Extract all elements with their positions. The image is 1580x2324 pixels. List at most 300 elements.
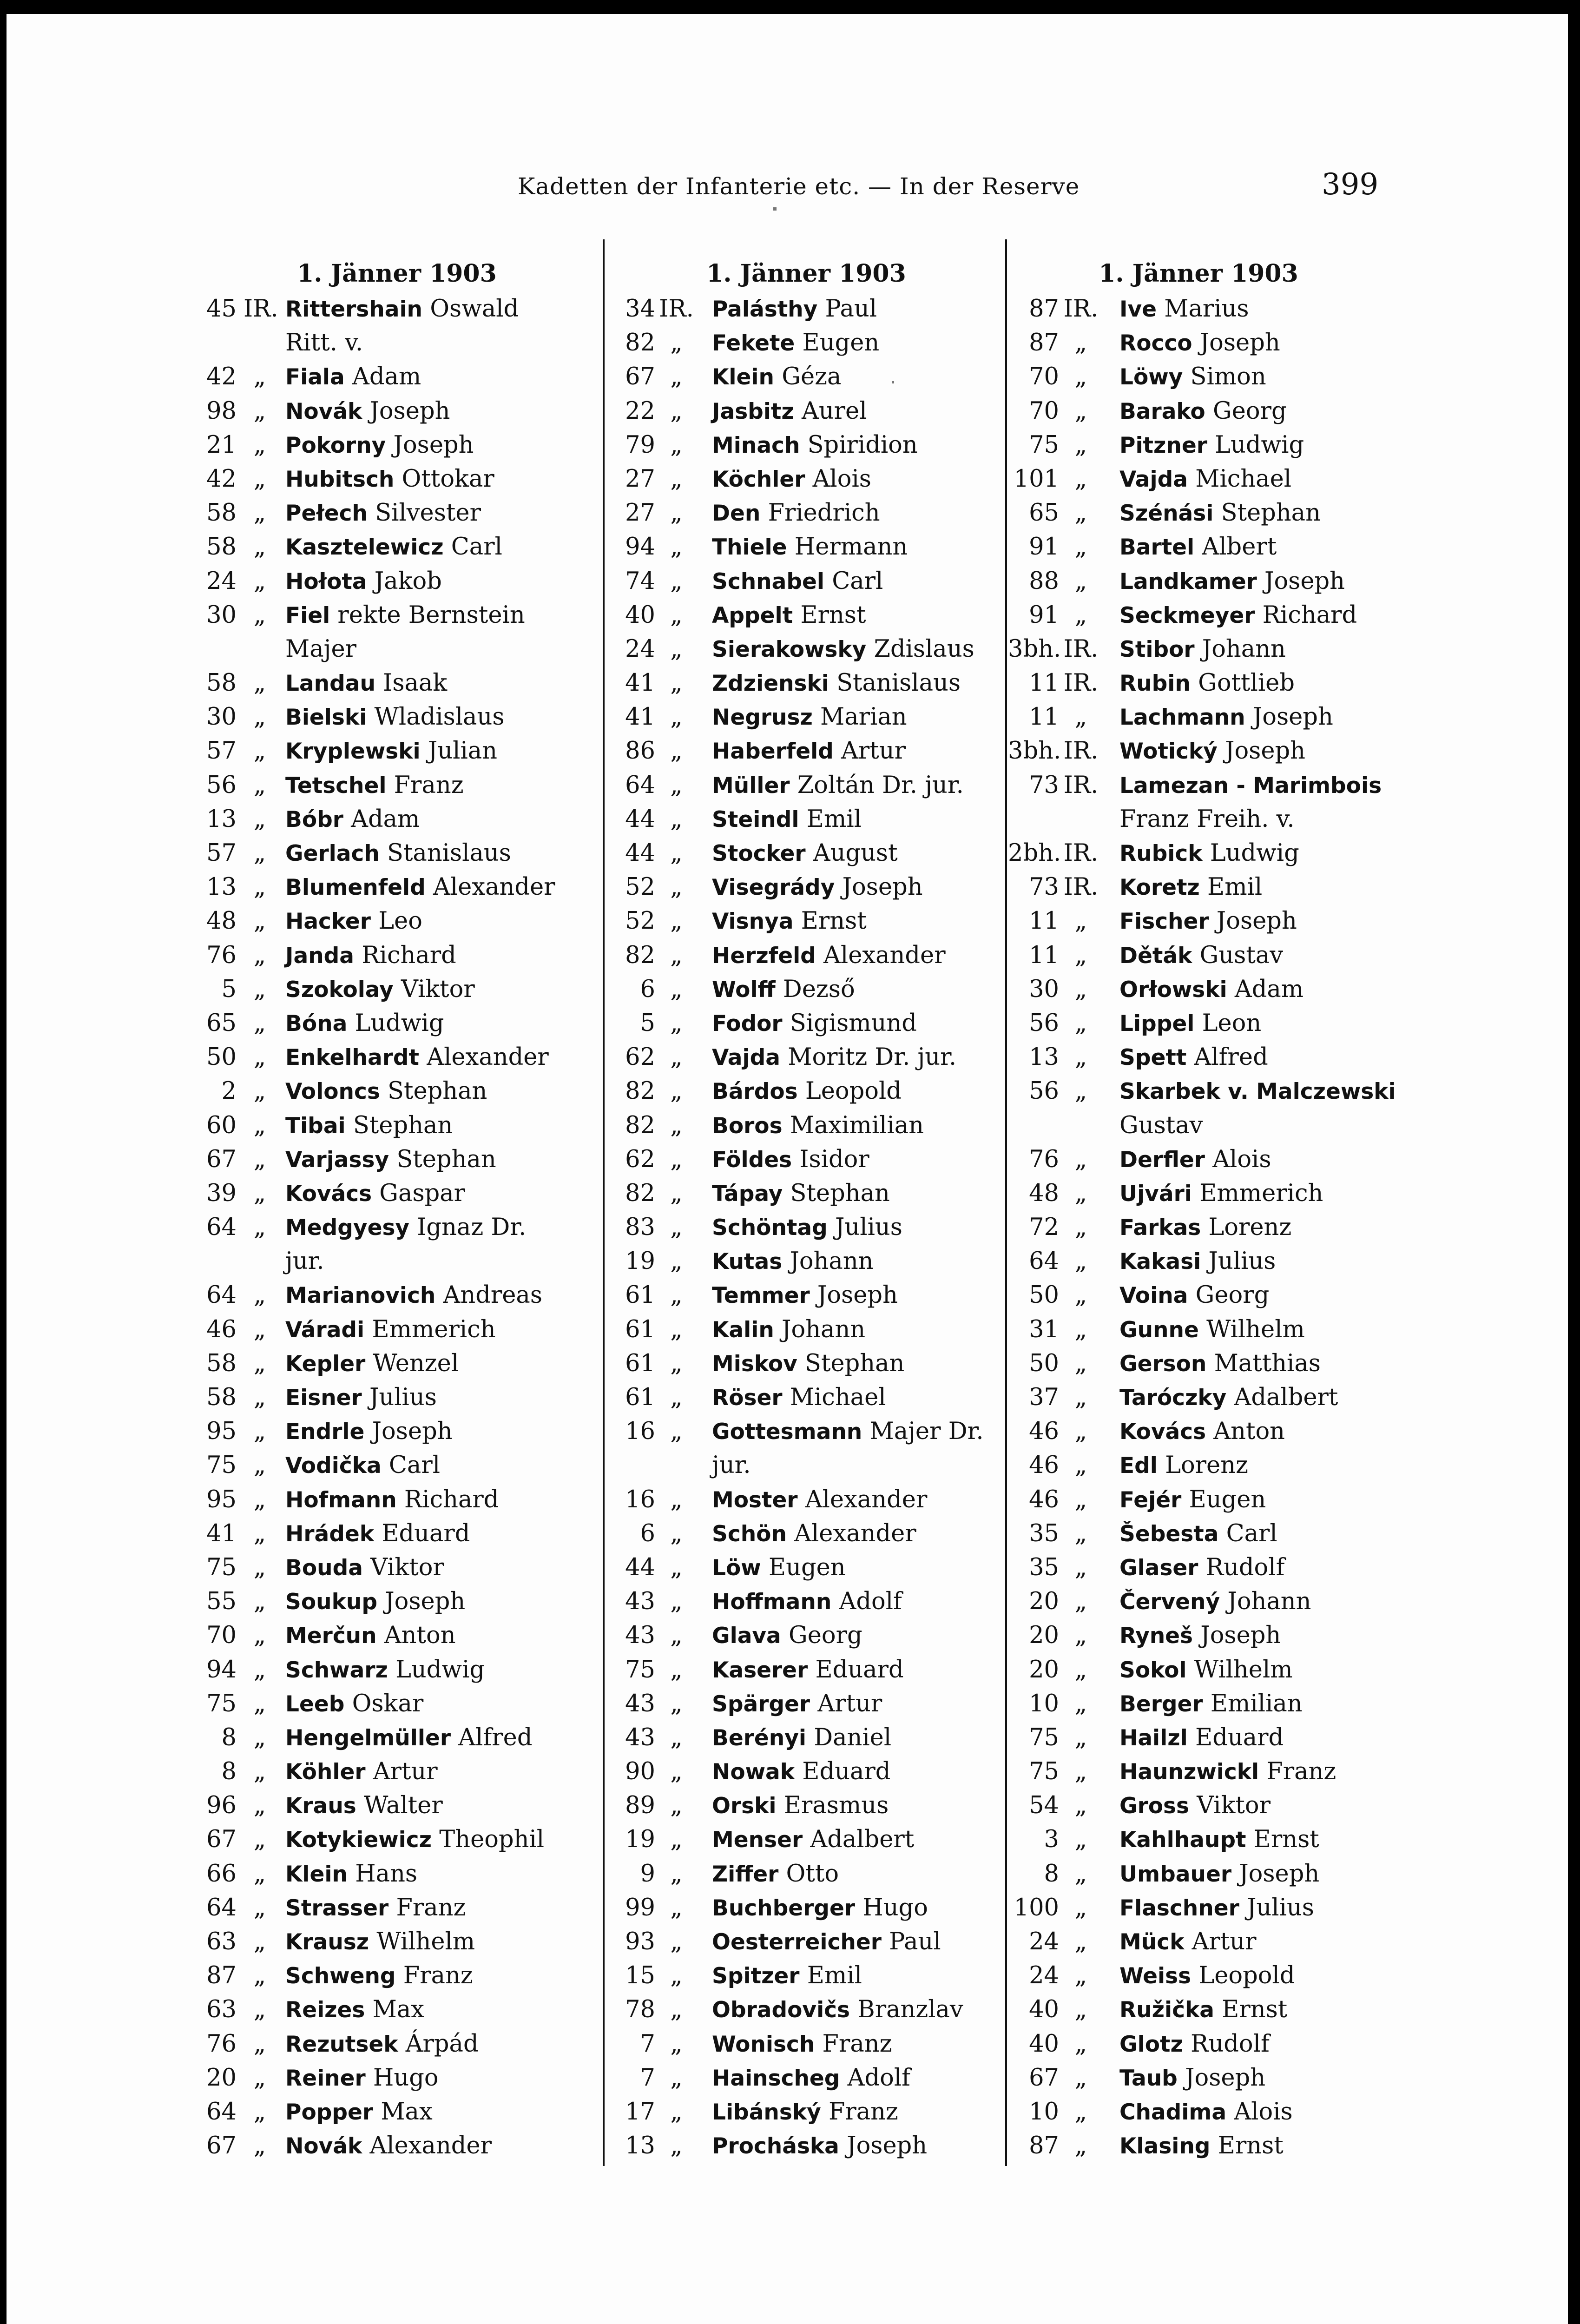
given-name: Joseph [847,2132,928,2160]
surname: Tibai [285,1113,346,1139]
regiment-type: „ [253,1145,266,1173]
regiment-type: „ [670,1519,683,1547]
list-item [609,870,1004,904]
surname: Oesterreicher [712,1929,882,1955]
person-name [285,1517,470,1551]
regiment-number: 63 [206,1996,237,2024]
person-name [712,1278,898,1313]
regiment-type: „ [253,669,266,697]
list-item [1008,530,1389,564]
given-name: Maximilian [790,1111,924,1139]
regiment-number: 35 [1029,1553,1059,1581]
surname: Kakasi [1119,1249,1201,1275]
regiment-number: 40 [625,601,655,629]
given-name: Alexander [794,1519,916,1547]
surname: Den [712,501,761,527]
list-item [609,2027,1004,2061]
person-name [285,1483,499,1517]
given-name: Stephan [388,1077,487,1105]
list-item [1008,1755,1389,1789]
surname: Hubitsch [285,466,395,492]
surname: Barako [1119,398,1205,424]
person-name [712,1993,963,2027]
running-header: Kadetten der Infanterie etc. — In der Reserve [518,173,1080,200]
given-name: Andreas [443,1281,542,1309]
regiment-number: 76 [1029,1145,1059,1173]
regiment-type: „ [253,873,266,901]
given-name: Sigismund [790,1009,917,1037]
person-name [712,428,918,462]
regiment-number: 5 [640,1009,655,1037]
column-2 [609,256,1004,2163]
list-item [1008,700,1389,734]
regiment-number: 67 [206,1826,237,1854]
regiment-number: 21 [206,431,237,459]
regiment-type: „ [253,1656,266,1684]
surname: Hołota [285,568,367,594]
given-name: Friedrich [768,499,880,527]
given-name: Alois [1234,2098,1293,2126]
list-item [609,1993,1004,2027]
regiment-type: „ [1074,1519,1087,1547]
person-name [1119,836,1299,871]
person-name [1119,768,1382,803]
surname: Rezutsek [285,2031,398,2057]
list-item [1008,1278,1389,1312]
surname: Kalin [712,1317,774,1343]
regiment-number: 46 [206,1315,237,1343]
given-name: Viktor [370,1553,444,1581]
surname: Lamezan - Marimbois [1119,772,1382,799]
regiment-type: „ [670,1179,683,1207]
person-name [712,904,867,938]
surname: Spett [1119,1045,1187,1071]
list-item [609,2061,1004,2095]
list-item [609,496,1004,530]
regiment-type: „ [253,907,266,935]
regiment-type: „ [253,1384,266,1411]
surname: Procháska [712,2133,839,2159]
list-item [609,700,1004,734]
person-name [712,1483,927,1517]
surname: Vajda [1119,466,1188,492]
regiment-number: 57 [206,737,237,765]
person-name [285,700,505,734]
list-item [197,1618,597,1652]
regiment-number: 34 [625,295,655,323]
regiment-number: 11 [1029,703,1059,731]
given-name: Richard [404,1486,499,1513]
regiment-type: „ [670,839,683,867]
given-name: Franz [822,2030,892,2058]
person-name [1119,904,1297,938]
given-name: Alexander [823,941,946,969]
person-name [1119,1687,1303,1721]
list-item [197,462,597,496]
surname: Rittershain [285,297,423,322]
given-name: Georg [1195,1281,1270,1309]
given-name: Franz [403,1962,473,1990]
regiment-type: „ [253,1418,266,1446]
surname: Glaser [1119,1555,1198,1581]
list-item [609,1074,1004,1108]
person-name [1119,428,1304,462]
list-item [1008,1653,1389,1687]
list-item [609,836,1004,870]
surname: Novák [285,398,362,424]
list-item [197,428,597,462]
regiment-number: 2bh. [1008,839,1061,867]
given-name: Jakob [374,567,442,595]
list-item [1008,802,1389,836]
person-name [712,1618,862,1653]
regiment-type: „ [670,1009,683,1037]
given-name: Matthias [1214,1349,1321,1377]
list-item [197,394,597,428]
given-name: Franz Freih. v. [1119,805,1295,833]
surname: Gross [1119,1793,1189,1819]
list-item [197,1074,597,1108]
given-name: Alexander [369,2132,492,2160]
surname: Skarbek v. Malczewski [1119,1079,1396,1105]
regiment-number: 56 [1029,1077,1059,1105]
regiment-type: „ [253,2030,266,2058]
surname: Seckmeyer [1119,602,1255,628]
list-item [1008,1585,1389,1618]
scanned-page [7,14,1568,2324]
given-name: Wilhelm [376,1928,475,1955]
given-name: Carl [388,1452,441,1479]
given-name: Zoltán Dr. jur. [797,771,964,799]
person-name [1119,564,1345,599]
regiment-type: „ [670,669,683,697]
person-name [285,1414,453,1449]
regiment-type: „ [253,533,266,561]
regiment-number: 6 [640,975,655,1003]
given-name: Lorenz [1165,1452,1248,1479]
regiment-number: 72 [1029,1214,1059,1241]
given-name: Leon [1202,1009,1262,1037]
regiment-number: 100 [1014,1894,1059,1921]
surname: Umbauer [1119,1861,1232,1887]
regiment-type: „ [253,1179,266,1207]
person-name [285,1040,549,1075]
person-name [285,1313,496,1347]
list-item [609,632,1004,666]
regiment-type: IR. [1063,839,1099,867]
surname: Kutas [712,1249,783,1275]
list-item [1008,1210,1389,1244]
person-name [712,1755,890,1789]
regiment-type: „ [253,397,266,425]
list-item [609,530,1004,564]
person-name [1119,1822,1319,1857]
surname: Váradi [285,1317,365,1343]
list-item [197,1040,597,1074]
surname: Orłowski [1119,977,1227,1003]
regiment-number: 50 [206,1043,237,1071]
regiment-number: 60 [206,1111,237,1139]
regiment-type: „ [670,635,683,663]
regiment-number: 40 [1029,1996,1059,2024]
person-name [1119,1653,1293,1687]
list-item [1008,632,1389,666]
person-name [712,870,923,905]
list-item [197,2095,597,2129]
person-name [712,1347,904,1381]
person-name [285,1653,485,1687]
regiment-type: „ [1074,1723,1087,1751]
regiment-type: „ [670,363,683,391]
given-name: Ignaz Dr. [417,1214,527,1241]
person-name [712,632,974,667]
surname: Minach [712,432,800,458]
given-name: Emmerich [1199,1179,1323,1207]
regiment-number: 64 [625,771,655,799]
given-name: Viktor [1197,1792,1271,1820]
regiment-number: 8 [221,1723,237,1751]
person-name [1119,972,1304,1007]
given-name: Max [381,2098,433,2126]
regiment-number: 89 [625,1792,655,1820]
list-item [609,292,1004,326]
regiment-type: „ [1074,431,1087,459]
regiment-type: „ [670,499,683,527]
regiment-number: 2 [221,1077,237,1105]
regiment-type: „ [253,567,266,595]
regiment-number: 73 [1029,771,1059,799]
given-name: Artur [817,1690,882,1717]
list-item [609,1755,1004,1789]
given-name: Isidor [799,1145,869,1173]
given-name: Michael [1195,465,1292,493]
regiment-number: 46 [1029,1452,1059,1479]
given-name: Ludwig [1210,839,1299,867]
regiment-number: 56 [1029,1009,1059,1037]
person-name [1119,1959,1295,1993]
regiment-number: 64 [1029,1248,1059,1275]
given-name: Ludwig [395,1656,485,1684]
regiment-number: 27 [625,465,655,493]
regiment-type: „ [253,1826,266,1854]
person-name [285,938,456,973]
list-item [609,1210,1004,1244]
regiment-number: 7 [640,2030,655,2058]
person-name [712,972,855,1007]
surname: Leeb [285,1691,345,1717]
regiment-number: 3bh. [1008,737,1061,765]
regiment-type: „ [670,907,683,935]
person-name [285,2129,492,2163]
given-name: Johann [1227,1588,1311,1616]
regiment-type: „ [1074,2064,1087,2092]
list-item [197,1857,597,1891]
list-item [1008,1517,1389,1551]
person-name [285,564,442,599]
surname: Varjassy [285,1147,389,1173]
regiment-type: „ [1074,1758,1087,1786]
given-name: Alfred [458,1723,533,1751]
surname: Köchler [712,466,805,492]
regiment-number: 24 [206,567,237,595]
list-item [609,1176,1004,1210]
list-item [1008,462,1389,496]
surname: Kepler [285,1351,366,1377]
regiment-type: „ [253,1486,266,1513]
surname: Fodor [712,1010,783,1037]
regiment-number: 64 [206,1281,237,1309]
regiment-type: „ [253,1996,266,2024]
regiment-type: IR. [1063,873,1099,901]
regiment-type: „ [253,1894,266,1921]
surname: Gunne [1119,1317,1199,1343]
given-name: Joseph [1252,703,1333,731]
person-name [1119,1176,1323,1211]
regiment-type: „ [670,1588,683,1616]
regiment-type: „ [253,1792,266,1820]
given-name: Eduard [802,1758,891,1786]
regiment-number: 75 [1029,1758,1059,1786]
regiment-type: „ [1074,567,1087,595]
person-name [285,394,450,429]
regiment-number: 93 [625,1928,655,1955]
regiment-type: „ [253,363,266,391]
given-name: Stephan [790,1179,890,1207]
regiment-number: 41 [625,669,655,697]
given-name: Georg [1212,397,1287,425]
regiment-number: 61 [625,1281,655,1309]
surname: Popper [285,2099,374,2125]
person-name [285,1789,443,1823]
person-name [712,1721,891,1755]
given-name: Eduard [1195,1723,1284,1751]
regiment-number: 64 [206,2098,237,2126]
regiment-type: „ [670,1758,683,1786]
person-name [285,1278,542,1313]
regiment-number: 91 [1029,533,1059,561]
surname: Fejér [1119,1487,1182,1513]
person-name [1119,360,1266,394]
surname: Pełech [285,501,368,527]
given-name: Gustav [1199,941,1284,969]
person-name [1119,1925,1257,1959]
regiment-number: 75 [1029,431,1059,459]
regiment-number: 41 [206,1519,237,1547]
surname: Derfler [1119,1147,1205,1173]
surname: Bóna [285,1010,348,1037]
person-name [1119,1006,1261,1041]
surname: Taub [1119,2065,1178,2091]
regiment-type: „ [670,703,683,731]
person-name [285,1210,526,1245]
given-name: Viktor [401,975,475,1003]
surname: Endrle [285,1419,365,1445]
list-item [609,326,1004,360]
list-item [609,666,1004,700]
regiment-type: „ [670,601,683,629]
given-name: Alexander [433,873,555,901]
given-name: Artur [841,737,906,765]
surname: Marianovich [285,1283,436,1309]
list-item [197,938,597,972]
given-name: Eduard [382,1519,470,1547]
list-item [197,1822,597,1856]
given-name: Julian [428,737,498,765]
person-name [1119,1483,1266,1517]
person-name [1119,1074,1396,1109]
person-name [1119,1551,1284,1585]
regiment-number: 52 [625,873,655,901]
person-name [1119,2095,1293,2129]
surname: Moster [712,1487,798,1513]
given-name: Branzlav [857,1996,963,2024]
surname: Klein [285,1861,348,1887]
surname: Kahlhaupt [1119,1827,1246,1853]
regiment-number: 64 [206,1894,237,1921]
given-name: Emilian [1210,1690,1303,1717]
regiment-number: 66 [206,1860,237,1888]
regiment-type: „ [1074,465,1087,493]
regiment-type: „ [670,1690,683,1717]
person-name [285,2061,439,2095]
regiment-type: „ [670,1486,683,1513]
regiment-type: „ [253,941,266,969]
given-name: Joseph [1216,907,1297,935]
person-name [1119,1142,1271,1177]
surname: Kraus [285,1793,356,1819]
list-item [1008,1959,1389,1993]
person-name [1119,462,1291,496]
regiment-type: „ [670,1996,683,2024]
given-name: Stephan [396,1145,496,1173]
person-name [712,496,880,530]
list-item [609,1925,1004,1959]
person-name [712,360,841,394]
list-item [609,564,1004,598]
surname: Krausz [285,1929,369,1955]
regiment-type: „ [253,771,266,799]
person-name [1119,1993,1287,2027]
list-item [1008,1448,1389,1482]
given-name: Franz [828,2098,898,2126]
regiment-number: 43 [625,1588,655,1616]
regiment-type: „ [253,1349,266,1377]
surname: Schnabel [712,568,824,594]
surname: Visnya [712,909,794,935]
list-item [1008,2095,1389,2129]
given-name: Leopold [1198,1962,1295,1990]
person-name [712,598,866,633]
regiment-type: „ [253,601,266,629]
person-name [712,1244,874,1279]
list-item [1008,768,1389,802]
given-name: Artur [373,1758,438,1786]
regiment-type: „ [253,1962,266,1990]
given-name: Carl [451,533,502,561]
person-name [285,836,511,871]
given-name: Carl [1226,1519,1277,1547]
regiment-number: 44 [625,839,655,867]
given-name: Joseph [372,1418,453,1446]
surname: Schöntag [712,1215,828,1241]
surname: Hainscheg [712,2065,840,2091]
regiment-type: „ [670,1826,683,1854]
list-item [1008,1414,1389,1448]
regiment-number: 13 [1029,1043,1059,1071]
regiment-type: „ [670,1792,683,1820]
regiment-type: „ [253,1723,266,1751]
regiment-type: „ [1074,2132,1087,2160]
